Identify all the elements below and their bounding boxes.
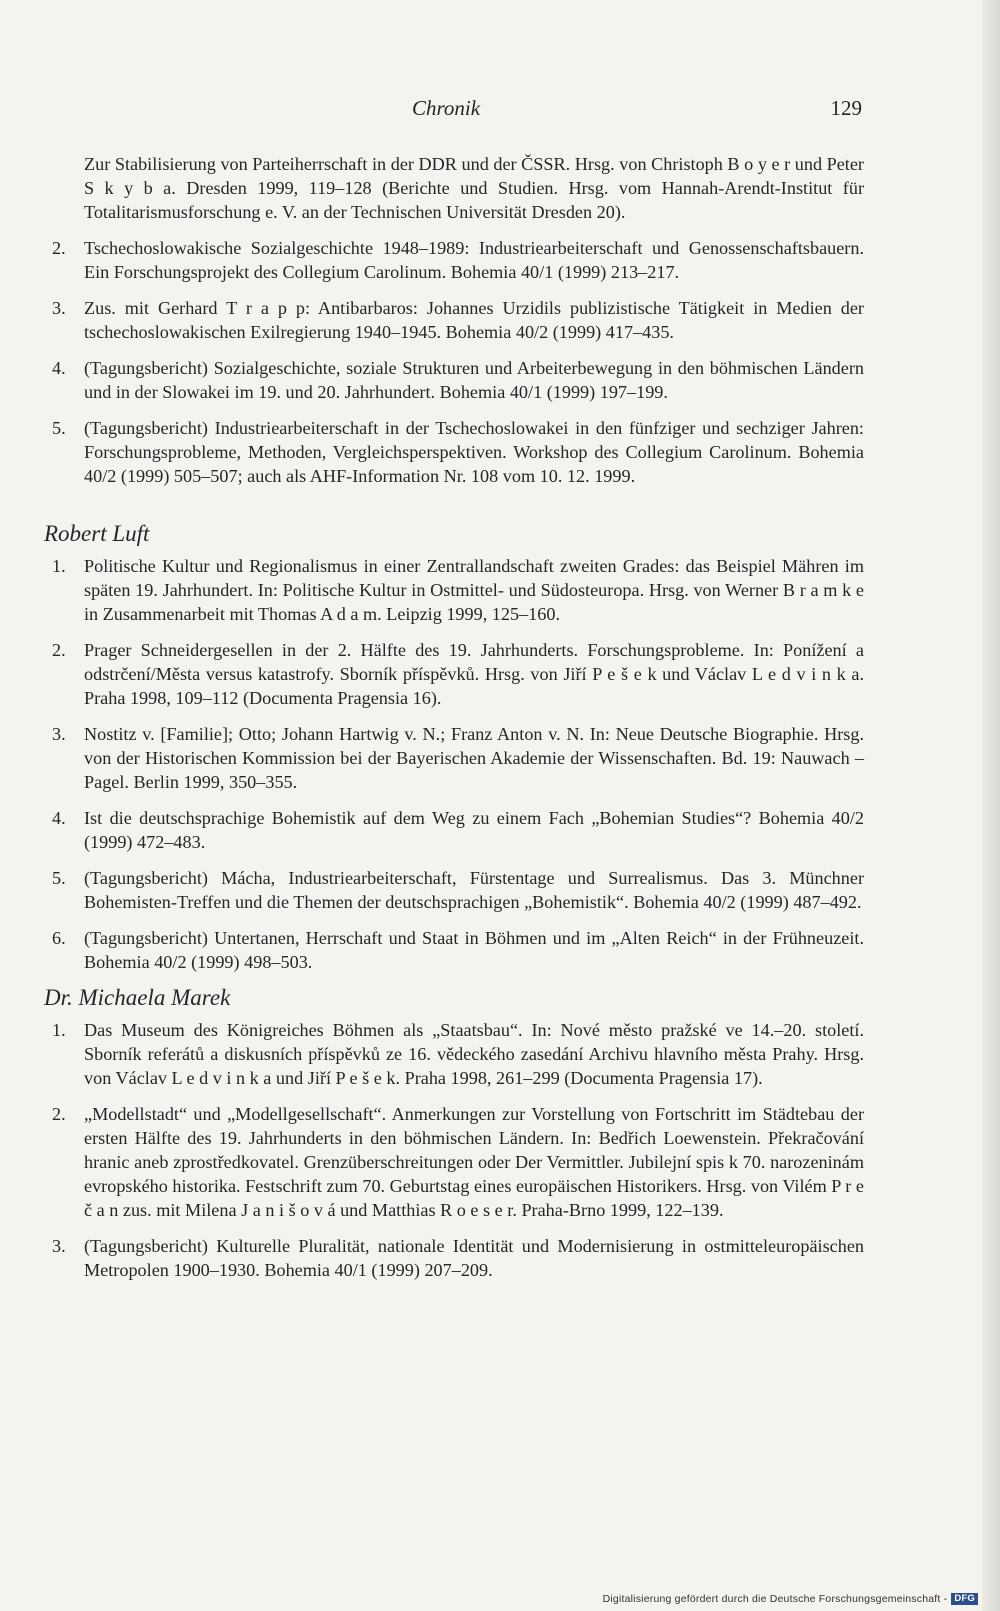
list-item — [44, 638, 864, 710]
page-number: 129 — [830, 96, 862, 120]
entry-text: Prager Schneidergesellen in der 2. Hälfte des 19. Jahrhunderts. Forschungsprobleme. In: Ponížení a odstrčení/Města versus katastrofy. Sborník příspěvků. Hrsg. von Jiří P e š e k und Václav L e d v i n k a. Praha 1998, 109–112 (Documenta Pragensia 16). — [84, 640, 864, 708]
list-item — [44, 416, 864, 488]
entry-number: 5. — [52, 418, 66, 438]
list-item — [44, 806, 864, 854]
entry-number: 3. — [52, 1236, 66, 1256]
list-item — [44, 236, 864, 284]
page-header — [82, 96, 862, 126]
list-item — [44, 554, 864, 626]
entry-text: (Tagungsbericht) Untertanen, Herrschaft und Staat in Böhmen und im „Alten Reich“ in der Frühneuzeit. Bohemia 40/2 (1999) 498–503. — [84, 928, 864, 972]
entry-number: 3. — [52, 724, 66, 744]
entry-text: Zur Stabilisierung von Parteiherrschaft in der DDR und der ČSSR. Hrsg. von Christoph B o y e r und Peter S k y b a. Dresden 1999, 119–128 (Berichte und Studien. Hrsg. vom Hannah-Arendt-Institut für Totalitarismusforschung e. V. an der Technischen Universität Dresden 20). — [84, 154, 864, 222]
entry-number: 4. — [52, 808, 66, 828]
entry-number: 2. — [52, 238, 66, 258]
entry-continuation — [44, 152, 864, 224]
section-author-heading: Robert Luft — [44, 521, 150, 546]
entry-number: 3. — [52, 298, 66, 318]
entry-text: Politische Kultur und Regionalismus in einer Zentrallandschaft zweiten Grades: das Beispiel Mähren im späten 19. Jahrhundert. In: Politische Kultur in Ostmittel- und Südosteuropa. Hrsg. von Werner B r a m k e in Zusammenarbeit mit Thomas A d a m. Leipzig 1999, 125–160. — [84, 556, 864, 624]
list-item — [44, 1234, 864, 1282]
footer-text: Digitalisierung gefördert durch die Deutsche Forschungsgemeinschaft - — [602, 1592, 948, 1605]
entry-number: 5. — [52, 868, 66, 888]
entry-text: Zus. mit Gerhard T r a p p: Antibarbaros: Johannes Urzidils publizistische Tätigkeit in Medien der tschechoslowakischen Exilregierung 1940–1945. Bohemia 40/2 (1999) 417–435. — [84, 298, 864, 342]
entry-number: 6. — [52, 928, 66, 948]
list-item — [44, 866, 864, 914]
list-item — [44, 722, 864, 794]
entry-text: (Tagungsbericht) Mácha, Industriearbeiterschaft, Fürstentage und Surrealismus. Das 3. Münchner Bohemisten-Treffen und die Themen der deutschsprachigen „Bohemistik“. Bohemia 40/2 (1999) 487–492. — [84, 868, 864, 912]
entry-number: 4. — [52, 358, 66, 378]
entry-text: Nostitz v. [Familie]; Otto; Johann Hartwig v. N.; Franz Anton v. N. In: Neue Deutsche Biographie. Hrsg. von der Historischen Kommission bei der Bayerischen Akademie der Wissenschaften. Bd. 19: Nauwach – Pagel. Berlin 1999, 350–355. — [84, 724, 864, 792]
dfg-logo-badge: DFG — [951, 1593, 978, 1605]
section-author-heading: Dr. Michaela Marek — [44, 985, 231, 1010]
entry-text: (Tagungsbericht) Industriearbeiterschaft in der Tschechoslowakei in den fünfziger und sechziger Jahren: Forschungsprobleme, Methoden, Vergleichsperspektiven. Workshop des Collegium Carolinum. Bohemia 40/2 (1999) 505–507; auch als AHF-Information Nr. 108 vom 10. 12. 1999. — [84, 418, 864, 486]
running-head: Chronik — [412, 96, 481, 120]
entry-text: Das Museum des Königreiches Böhmen als „Staatsbau“. In: Nové město pražské ve 14.–20. století. Sborník referátů a diskusních příspěvků ze 16. vědeckého zasedání Archivu hlavního města Prahy. Hrsg. von Václav L e d v i n k a und Jiří P e š e k. Praha 1998, 261–299 (Documenta Pragensia 17). — [84, 1020, 864, 1088]
entry-text: (Tagungsbericht) Kulturelle Pluralität, nationale Identität und Modernisierung in ostmitteleuropäischen Metropolen 1900–1930. Bohemia 40/1 (1999) 207–209. — [84, 1236, 864, 1280]
list-item — [44, 296, 864, 344]
entry-number: 2. — [52, 1104, 66, 1124]
list-item — [44, 356, 864, 404]
list-item — [44, 926, 864, 974]
digitization-footer — [603, 1593, 978, 1605]
entry-text: „Modellstadt“ und „Modellgesellschaft“. Anmerkungen zur Vorstellung von Fortschritt im Städtebau der ersten Hälfte des 19. Jahrhunderts in den böhmischen Ländern. In: Bedřich Loewenstein. Překračování hranic aneb zprostředkovatel. Grenzüberschreitungen oder Der Vermittler. Jubilejní spis k 70. narozeninám evropského historika. Festschrift zum 70. Geburtstag eines europäischen Historikers. Hrsg. von Vilém P r e č a n zus. mit Milena J a n i š o v á und Matthias R o e s e r. Praha-Brno 1999, 122–139. — [84, 1104, 864, 1220]
entry-text: Ist die deutschsprachige Bohemistik auf dem Weg zu einem Fach „Bohemian Studies“? Bohemia 40/2 (1999) 472–483. — [84, 808, 864, 852]
entry-number: 1. — [52, 1020, 66, 1040]
entry-text: (Tagungsbericht) Sozialgeschichte, soziale Strukturen und Arbeiterbewegung in den böhmischen Ländern und in der Slowakei im 19. und 20. Jahrhundert. Bohemia 40/1 (1999) 197–199. — [84, 358, 864, 402]
list-item — [44, 1018, 864, 1090]
entry-text: Tschechoslowakische Sozialgeschichte 1948–1989: Industriearbeiterschaft und Genossenschaftsbauern. Ein Forschungsprojekt des Collegium Carolinum. Bohemia 40/1 (1999) 213–217. — [84, 238, 864, 282]
entry-number: 1. — [52, 556, 66, 576]
page-content — [44, 152, 864, 1282]
entry-number: 2. — [52, 640, 66, 660]
list-item — [44, 1102, 864, 1222]
page-edge-shadow — [982, 0, 1000, 1611]
